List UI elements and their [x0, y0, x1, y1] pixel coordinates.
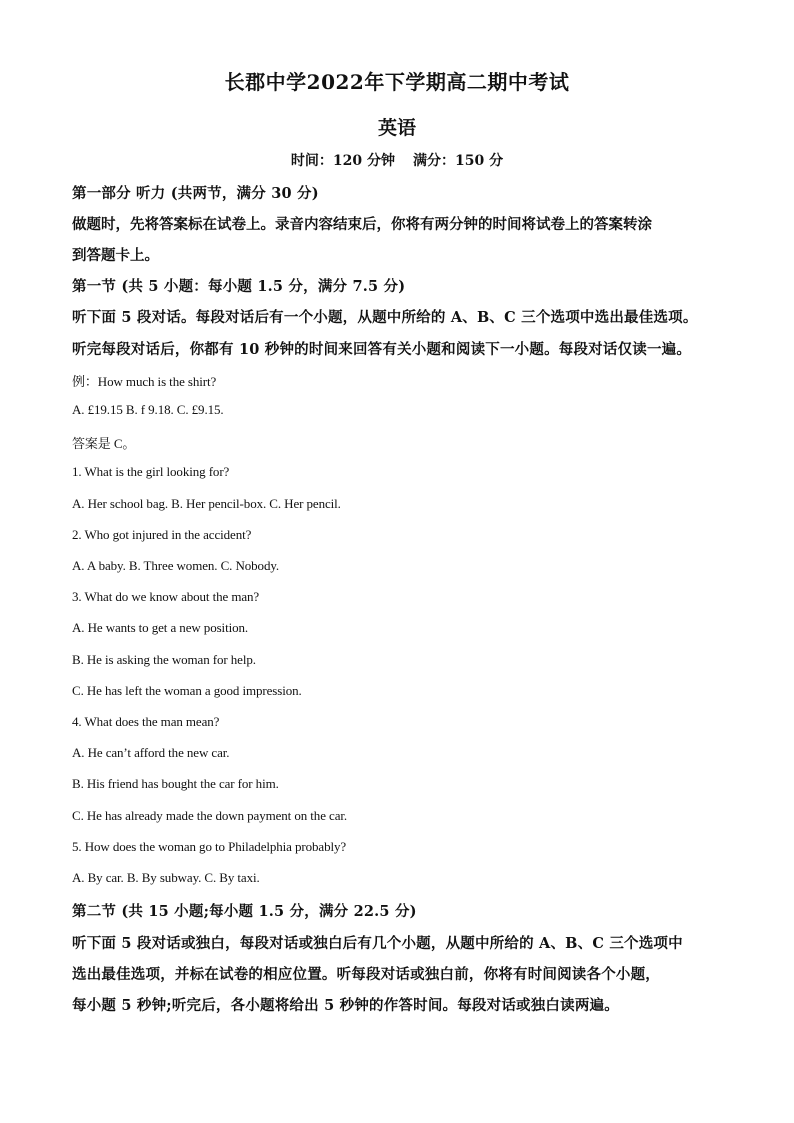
exam-title: 长郡中学2022年下学期高二期中考试 [224, 70, 570, 94]
question-3-option-b: B. He is asking the woman for help. [72, 652, 256, 667]
part1-intro-line1: 做题时，先将答案标在试卷上。录音内容结束后，你将有两分钟的时间将试卷上的答案转涂 [72, 216, 652, 233]
section1-heading: 第一节 (共 5 小题：每小题 1.5 分，满分 7.5 分) [72, 278, 406, 295]
example-options: A. £19.15 B. f 9.18. C. £9.15. [72, 402, 224, 417]
question-4: 4. What does the man mean? [72, 714, 220, 729]
example-answer: 答案是 C。 [72, 436, 136, 451]
section2-heading: 第二节 (共 15 小题;每小题 1.5 分，满分 22.5 分) [72, 903, 417, 920]
question-1: 1. What is the girl looking for? [72, 464, 230, 479]
exam-info [0, 150, 794, 170]
question-3: 3. What do we know about the man? [72, 589, 260, 604]
section1-instruction-line2: 听完每段对话后，你都有 10 秒钟的时间来回答有关小题和阅读下一小题。每段对话仅读一遍。 [72, 341, 692, 358]
question-4-option-b: B. His friend has bought the car for him. [72, 776, 279, 791]
question-3-option-a: A. He wants to get a new position. [72, 620, 249, 635]
section1-instruction-line1: 听下面 5 段对话。每段对话后有一个小题，从题中所给的 A、B、C 三个选项中选出最佳选项。 [72, 309, 698, 326]
question-5: 5. How does the woman go to Philadelphia probably? [72, 839, 347, 854]
exam-time: 时间：120 分钟 [290, 153, 395, 169]
section2-instruction-line2: 选出最佳选项，并标在试卷的相应位置。听每段对话或独白前，你将有时间阅读各个小题， [72, 966, 660, 983]
exam-full-score: 满分：150 分 [413, 153, 504, 169]
part1-intro-line2: 到答题卡上。 [72, 247, 159, 264]
question-4-option-c: C. He has already made the down payment on the car. [72, 808, 348, 823]
section2-instruction-line1: 听下面 5 段对话或独白，每段对话或独白后有几个小题，从题中所给的 A、B、C 三个选项中 [72, 935, 683, 952]
question-3-option-c: C. He has left the woman a good impression. [72, 683, 302, 698]
subject-title: 英语 [377, 117, 416, 139]
part1-heading: 第一部分 听力 (共两节，满分 30 分) [72, 185, 319, 202]
question-1-options: A. Her school bag. B. Her pencil-box. C. Her pencil. [72, 496, 341, 511]
question-2-options: A. A baby. B. Three women. C. Nobody. [72, 558, 280, 573]
question-2: 2. Who got injured in the accident? [72, 527, 252, 542]
question-5-options: A. By car. B. By subway. C. By taxi. [72, 870, 260, 885]
example-question: 例：How much is the shirt? [72, 374, 217, 389]
section2-instruction-line3: 每小题 5 秒钟;听完后，各小题将给出 5 秒钟的作答时间。每段对话或独白读两遍。 [72, 997, 619, 1014]
question-4-option-a: A. He can’t afford the new car. [72, 745, 230, 760]
